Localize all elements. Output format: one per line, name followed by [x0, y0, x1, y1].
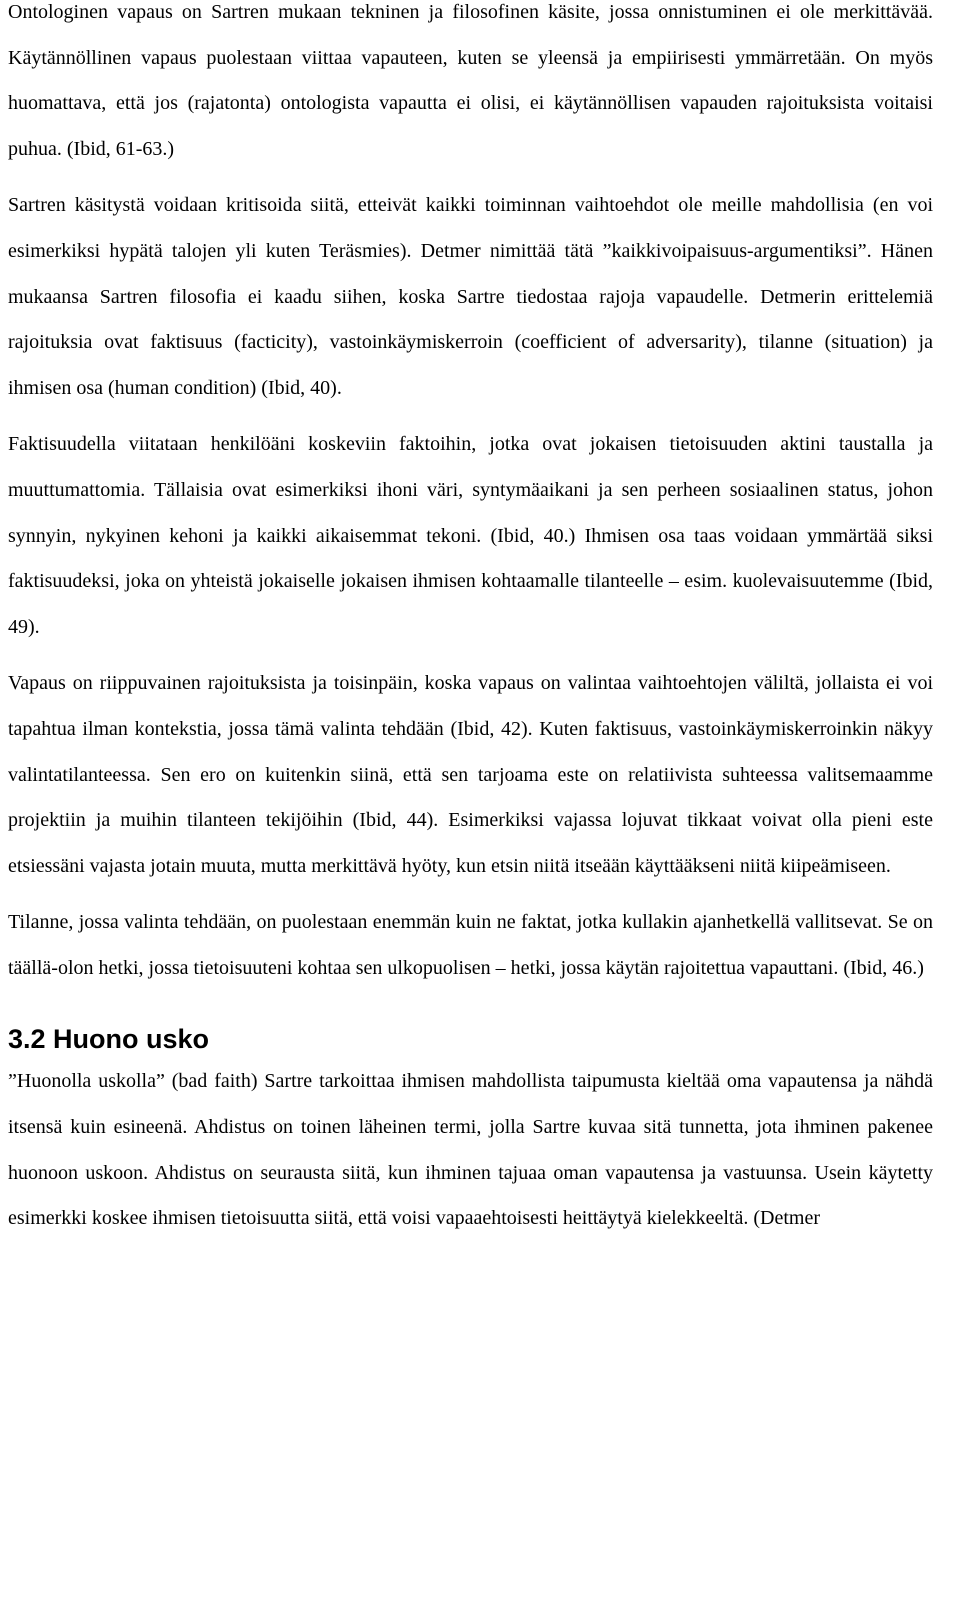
- paragraph-freedom-limits: Vapaus on riippuvainen rajoituksista ja toisinpäin, koska vapaus on valintaa vaihtoehtojen väliltä, jollaista ei voi tapahtua ilman kontekstia, jossa tämä valinta tehdään (Ibid, 42). Kuten faktisuus, vastoinkäymiskerroinkin näkyy valintatilanteessa. Sen ero on kuitenkin siinä, että sen tarjoama este on relatiivista suhteessa valitsemaamme projektiin ja muihin tilanteen tekijöihin (Ibid, 44). Esimerkiksi vajassa lojuvat tikkaat voivat olla pieni este etsiessäni vajasta jotain muuta, mutta merkittävä hyöty, kun etsin niitä itseään käyttääkseni niitä kiipeämiseen.: [8, 672, 933, 877]
- document-page: [8, 0, 933, 1242]
- paragraph-situation: Tilanne, jossa valinta tehdään, on puolestaan enemmän kuin ne faktat, jotka kullakin ajanhetkellä vallitsevat. Se on täällä-olon hetki, jossa tietoisuuteni kohtaa sen ulkopuolisen – hetki, jossa käytän rajoitettua vapauttani. (Ibid, 46.): [8, 911, 933, 979]
- paragraph-bad-faith: ”Huonolla uskolla” (bad faith) Sartre tarkoittaa ihmisen mahdollista taipumusta kieltää oma vapautensa ja nähdä itsensä kuin esineenä. Ahdistus on toinen läheinen termi, jolla Sartre kuvaa sitä tunnetta, jota ihminen pakenee huonoon uskoon. Ahdistus on seurausta siitä, kun ihminen tajuaa oman vapautensa ja vastuunsa. Usein käytetty esimerkki koskee ihmisen tietoisuutta siitä, että voisi vapaaehtoisesti heittäytyä kielekkeeltä. (Detmer: [8, 1070, 933, 1230]
- paragraph-critique: Sartren käsitystä voidaan kritisoida siitä, etteivät kaikki toiminnan vaihtoehdot ole meille mahdollisia (en voi esimerkiksi hypätä talojen yli kuten Teräsmies). Detmer nimittää tätä ”kaikkivoipaisuus-argumentiksi”. Hänen mukaansa Sartren filosofia ei kaadu siihen, koska Sartre tiedostaa rajoja vapaudelle. Detmerin erittelemiä rajoituksia ovat faktisuus (facticity), vastoinkäymiskerroin (coefficient of adversarity), tilanne (situation) ja ihmisen osa (human condition) (Ibid, 40).: [8, 194, 933, 399]
- paragraph-facticity: Faktisuudella viitataan henkilöäni koskeviin faktoihin, jotka ovat jokaisen tietoisuuden aktini taustalla ja muuttumattomia. Tällaisia ovat esimerkiksi ihoni väri, syntymäaikani ja sen perheen sosiaalinen status, johon synnyin, nykyinen kehoni ja kaikki aikaisemmat tekoni. (Ibid, 40.) Ihmisen osa taas voidaan ymmärtää siksi faktisuudeksi, joka on yhteistä jokaiselle jokaisen ihmisen kohtaamalle tilanteelle – esim. kuolevaisuutemme (Ibid, 49).: [8, 433, 933, 638]
- paragraph-ontological-freedom: Ontologinen vapaus on Sartren mukaan tekninen ja filosofinen käsite, jossa onnistuminen ei ole merkittävää. Käytännöllinen vapaus puolestaan viittaa vapauteen, kuten se yleensä ja empiirisesti ymmärretään. On myös huomattava, että jos (rajatonta) ontologista vapautta ei olisi, ei käytännöllisen vapauden rajoituksista voitaisi puhua. (Ibid, 61-63.): [8, 1, 933, 160]
- section-heading: 3.2 Huono usko: [8, 1024, 210, 1055]
